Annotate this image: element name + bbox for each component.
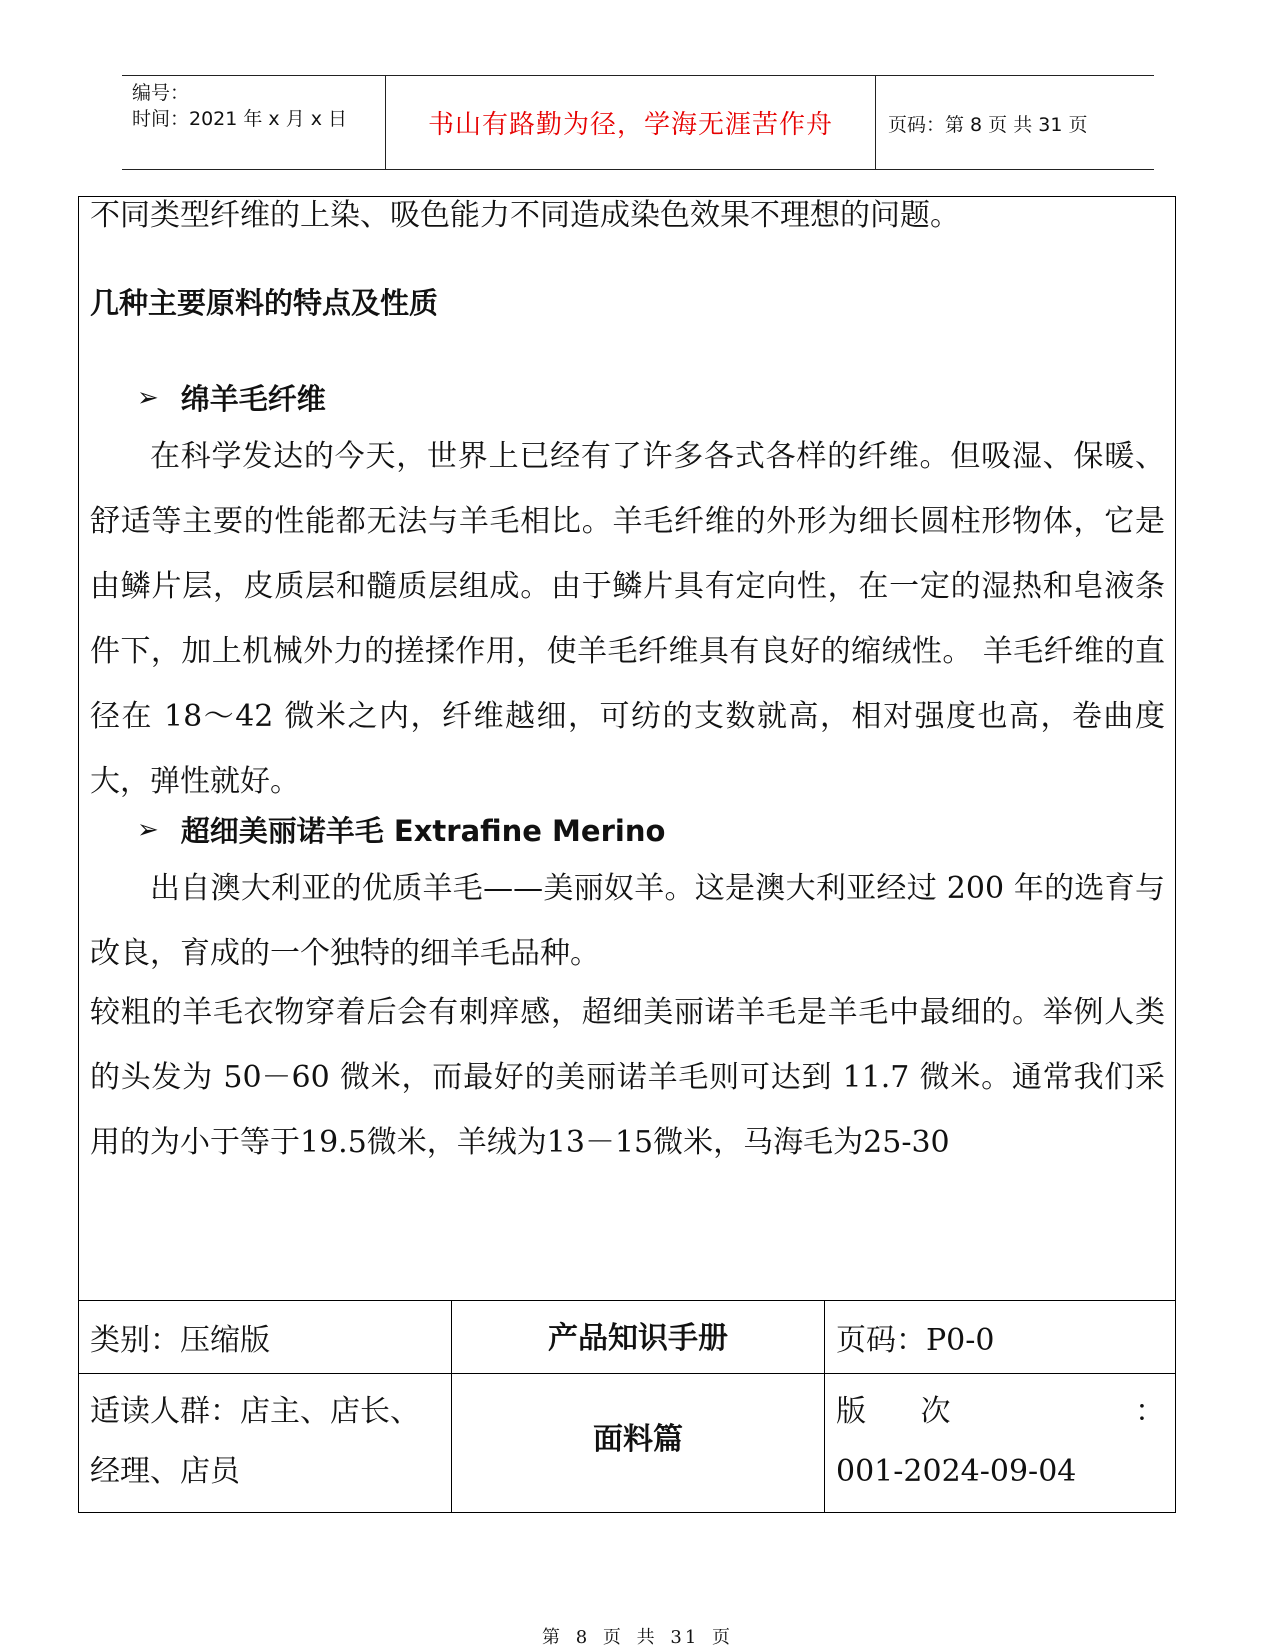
version-label-b: 次 <box>920 1394 951 1429</box>
intro-line: 不同类型纤维的上染、吸色能力不同造成染色效果不理想的问题。 <box>90 198 960 233</box>
audience-cell <box>79 1374 452 1512</box>
header-page-label: 页码：第 8 页 共 31 页 <box>888 114 1088 136</box>
header-meta-cell <box>122 76 386 169</box>
page-footer-gong: 共 <box>636 1627 658 1648</box>
footer-table <box>79 1301 1175 1512</box>
category-cell <box>79 1301 452 1373</box>
bullet-item-wool <box>137 377 326 418</box>
audience-label: 适读人群：店主、店长、经理、店员 <box>90 1394 420 1489</box>
manual-title-cell <box>452 1301 825 1373</box>
footer-row-2 <box>79 1374 1175 1512</box>
body-area <box>79 197 1175 1301</box>
time-label: 时间：2021 年 x 月 x 日 <box>132 108 348 130</box>
page-footer-total: 31 <box>670 1627 700 1648</box>
section-name: 面料篇 <box>593 1422 683 1457</box>
section-heading: 几种主要原料的特点及性质 <box>90 286 439 320</box>
arrow-right-bullet-icon: ➢ <box>137 814 159 845</box>
arrow-right-bullet-icon: ➢ <box>137 382 159 413</box>
page-footer <box>0 1623 1275 1649</box>
paragraph-merino-origin: 出自澳大利亚的优质羊毛——美丽奴羊。这是澳大利亚经过 200 年的选育与改良，育成的一个独特的细羊毛品种。 <box>90 871 1165 971</box>
version-block <box>836 1382 1165 1502</box>
page-code-cell <box>825 1301 1175 1373</box>
document-header <box>122 75 1154 170</box>
page-footer-di: 第 <box>541 1627 563 1648</box>
version-cell <box>825 1374 1175 1512</box>
category-label: 类别：压缩版 <box>90 1323 270 1358</box>
bullet-item-merino <box>137 809 665 850</box>
motto: 书山有路勤为径，学海无涯苦作舟 <box>427 110 833 140</box>
page-footer-number: 8 <box>575 1627 591 1648</box>
header-page-cell <box>876 76 1154 169</box>
version-label-c: ： <box>1135 1394 1165 1429</box>
version-label <box>836 1382 1165 1442</box>
number-label: 编号： <box>132 82 190 104</box>
header-motto-cell <box>386 76 876 169</box>
manual-title: 产品知识手册 <box>548 1321 728 1356</box>
paragraph-wool: 在科学发达的今天，世界上已经有了许多各式各样的纤维。但吸湿、保暖、舒适等主要的性能都无法与羊毛相比。羊毛纤维的外形为细长圆柱形物体，它是由鳞片层，皮质层和髓质层组成。由于鳞片具有定向性，在一定的湿热和皂液条件下，加上机械外力的搓揉作用，使羊毛纤维具有良好的缩绒性。 羊毛纤维的直径在 18～42 微米之内，纤维越细，可纺的支数就高，相对强度也高，卷曲度大，弹性就好。 <box>90 439 1165 799</box>
version-value: 001-2024-09-04 <box>836 1454 1077 1489</box>
version-label-a: 版 <box>836 1394 866 1429</box>
bullet-title-merino: 超细美丽诺羊毛 Extrafine Merino <box>180 814 666 848</box>
page-code: 页码：P0-0 <box>836 1323 995 1358</box>
bullet-title-wool: 绵羊毛纤维 <box>180 382 326 416</box>
footer-row-1 <box>79 1301 1175 1374</box>
section-cell <box>452 1374 825 1512</box>
content-frame <box>78 196 1176 1513</box>
page-footer-ye: 页 <box>602 1627 624 1648</box>
page-footer-ye-2: 页 <box>712 1627 734 1648</box>
paragraph-merino-detail: 较粗的羊毛衣物穿着后会有刺痒感，超细美丽诺羊毛是羊毛中最细的。举例人类的头发为 50－60 微米，而最好的美丽诺羊毛则可达到 11.7 微米。通常我们采用的为小于等于19.5微米，羊绒为13－15微米，马海毛为25-30 <box>90 995 1165 1160</box>
